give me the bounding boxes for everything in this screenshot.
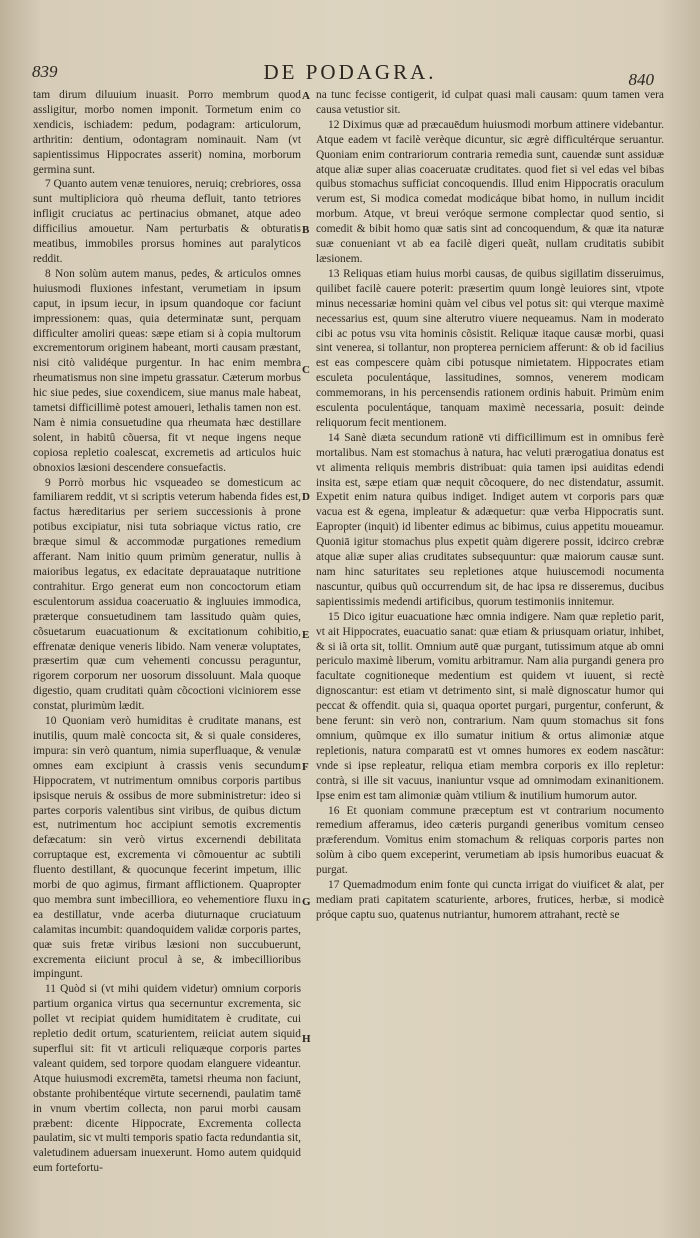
margin-letter: F: [302, 761, 309, 773]
margin-letter: D: [302, 491, 310, 503]
paragraph: 11 Quòd si (vt mihi quidem videtur) omnium corporis partium organica virtus qua secernuntur excrementa, sic pollet vt recipiat quidem humiditatem è cruditate, cui repletio dedit ortum, scaturientem, reiiciat autem siquid superflui sit: fit vt articuli reliquæque corporis partes valeant quidem, sed torpore quodam elanguere videantur. Atque huiusmodi excremēta, tametsi rheuma non faciunt, obstante prohibentéque virtute secernendi, paulatim tamē in vnum vbertim collecta, non parui morbi causam præbent: dicente Hippocrate, Excrementa collecta paulatim, sic vt multi temporis spatio facta redundantia sit, valetudinem aduersam inuexerunt. Homo autem quidquid eum fortefortu-: [33, 983, 301, 1175]
page-header: [0, 60, 700, 90]
paragraph: na tunc fecisse contigerit, id culpat quasi mali causam: quum tamen vera causa vetustior sit.: [316, 89, 664, 116]
paragraph: 16 Et quoniam commune præceptum est vt contrarium nocumento remedium afferamus, ideo cæteris purgandi generibus vomitum censeo præferendum. Vomitus enim stomachum & reliquas corporis partes non solùm à cibo quem exceperint, verumetiam ab ipsis humoribus euacuat & purgat.: [316, 804, 664, 877]
running-head: DE PODAGRA.: [263, 60, 437, 84]
margin-letter: E: [302, 629, 310, 641]
right-column: [316, 88, 664, 923]
paragraph: tam dirum diluuium inuasit. Porro membrum quod assligitur, morbo nomen imponit. Tormetum enim co xendicis, ischiadem: pedum, podagram: articulorum, arthritin: dentium, odontagram nominauit. Nam (vt sapientissimus Hippocrates asserit) nomina, morborum germina sunt.: [33, 89, 301, 176]
paragraph: 8 Non solùm autem manus, pedes, & articulos omnes huiusmodi fluxiones infestant, verumetiam in ipsum caput, in ipsum iecur, in ipsum quandoque cor faciunt impressionem: quas, quia determinatæ sunt, perquam difficulter amoliri queas: sæpe etiam si à copia multorum excrementorum originem habeant, morti causam præstant, nisi citò validéque purgentur. In hac enim membra rheumatismus non sine impetu grassatur. Cæterum morbus hic siue pedes, siue coxendicem, siue manus male habeat, tametsi difficillimè potest amoueri, lethalis tamen non est. Nam è nimia consuetudine qua rheumata hæc destillare solent, in habitû cõuersa, fit vt neque ingens neque copiosa repletio coalescat, excremetis ad articulos huic obnoxios læsioni descendere consuefactis.: [33, 267, 301, 474]
page-number-right: 840: [628, 70, 654, 89]
paragraph: 15 Dico igitur euacuatione hæc omnia indigere. Nam quæ repletio parit, vt ait Hippocrates, euacuatio sanat: quæ etiam & priusquam oriatur, inhibet, & si iã orta sit, tollit. Omnium autē quæ purgant, tutissimum atque ab omni periculo maximè liberum, vomitu arbitramur. Nam alia purgandi genera pro facultate cognitioneque medentium est quidem vt iuuent, si rectè dignoscantur: est etiam vt detrimento sint, si malè dignoscatur humor qui peccat & offendit. quia si, quaqua oportet purgari, purgentur, conferunt, & bene ferunt: sin verò non, contrarium. Nam quum stomachus sit fons omnium, quũmque ex illo sumatur initium & ortus alimoniæ atque repletionis, natura comparatū est vt omnes humores ex eodem nascãtur: vnde si ipse repleatur, reliqua etiam membra corporis ex illo repletur: contrà, si ille sit vacuus, inaniuntur vsque ad omnimodam exinanitionem. Ipse enim est tam alimoniæ quàm vtilium & inutilium humorum autor.: [316, 610, 664, 802]
paragraph: 7 Quanto autem venæ tenuiores, neruiq; crebriores, ossa sunt multipliciora quò rheuma defluit, tanto tetriores infligit cruciatus ac pertinacius obmanet, atque adeo difficilius amouetur. Nam perturbatis & obturatis meatibus, immobiles prorsus homines aut paralyticos reddit.: [33, 178, 301, 265]
left-column: [33, 88, 301, 1176]
page-number-left: 839: [32, 62, 58, 81]
margin-letter: G: [302, 896, 311, 908]
paragraph: 17 Quemadmodum enim fonte qui cuncta irrigat do viuificet & alat, per mediam prati capitatem scaturiente, arbores, frutices, herbæ, si modicè próque captu suo, quatenus nutriantur, humorem attrahant, rectè se: [316, 879, 664, 921]
margin-letter: C: [302, 364, 310, 376]
margin-letter: H: [302, 1033, 311, 1045]
paragraph: 13 Reliquas etiam huius morbi causas, de quibus sigillatim disseruimus, quilibet facilè cauere poterit: præsertim quum longè leuiores sint, vtpote minus necessariæ homini quàm vel cibus vel potus sit: qui vterque maximè necessarius est, quum sine alterutro viuere nequeamus. Nam in moderato cibi ac potus vsu vita hominis cõsistit. Reliquæ itaque causæ morbi, quasi sint venerea, si tollantur, non propterea perniciem afferunt: & ob id facilius est eas compescere quàm cibi potusque nimietatem. Hippocrates etiam esculeta poculentáque, lassitudines, somnos, venerem modicam commemorans, in his percensendis rationem ordinis habuit. Primùm enim esculenta poculentáque, tanquam maximè necessaria, posuit: deinde reliquorum fecit mentionem.: [316, 267, 664, 429]
margin-letter: B: [302, 224, 310, 236]
paragraph: 14 Sanè diæta secundum rationē vti difficillimum est in omnibus ferè mortalibus. Nam est stomachus à natura, hac veluti prærogatiua donatus est vt alimenta reliquis membris distribuat: quia tamen ipsi auiditas edendi insita est, sæpe etiam quæ nequit cõcoquere, do nec distendatur, assumit. Expetit enim natura quibus indiget. Indiget autem vt corporis pars quæ vacua est & egena, impleatur & adæquetur: quæ verba Hippocratis sunt. Eapropter (inquit) id libenter edimus ac bibimus, cuius appetitu moueamur. Quoniā igitur stomachus plus expetit quàm digerere possit, idcirco crebræ atque aliæ super alias cruditates subsequuntur: quæ maiorum causæ sunt. nam hinc saturitates seu repletiones atque huiuscemodi nocumenta nascuntur, quibus quũ occurrendum sit, de hac ipsa re disseremus, ducibus sapientissimis medendi artificibus, quorum testimoniis innitemur.: [316, 431, 664, 608]
paragraph: 10 Quoniam verò humiditas è cruditate manans, est inutilis, quum malè concocta sit, & si quale consideres, impura: sin verò quantum, nimia superfluaque, & venulæ omnes eam excipiunt à crassis venis secundum Hippocratem, vt nutrimentum omnibus corporis partibus ipsisque neruis & ossibus de more subministretur: ideo si partes corporis valentibus sint viribus, de quibus dictum est, nutrimentum hoc accipiunt semotis excrementis defæcatum: sin verò virtus excernendi debilitata corruptaque est, excrementa vi cõmouentur ac subtili fluento destillant, & quocunque fecerint impetum, illic morbi de quo agimus, firmant afflictionem. Quapropter quo membra sunt imbecilliora, eo vehementiore fluxu in ea destillatur, vnde acerba diuturnaque cruciatuum calamitas incumbit: quandoquidem validæ corporis partes, quæ suis fretæ viribus læsioni non succubuerunt, excrementa eiiciunt procul à se, & imbecillioribus impingunt.: [33, 715, 301, 981]
paragraph: 9 Porrò morbus hic vsqueadeo se domesticum ac familiarem reddit, vt si scriptis veterum habenda fides est, factus hæreditarius per seriem successionis à prone potibus excipiatur, nisi tuta sobriaque victus ratio, cre bræque simul & accommodæ purgationes remedium afferant. Nam initio quum primùm generatur, nullis à maioribus legatus, ex edacitate deprauataque nutritione contrahitur. Ergo generat eum non concoctorum etiam esculentorum assidua coaceruatio & ingluuies immodica, præterque consuetudinem tam lassitudo quàm quies, cõsuetarum euacuationum & excitationum cohibitio, effrenatæ denique veneris libido. Nam veneræ voluptates, præsertim quæ cum vehementi concussu peraguntur, rigorem corporum ner uosorum dissoluunt. Mala quoque digestio, quam cruditati quàm cõcoctioni viciniorem esse constat, plurimùm lædit.: [33, 476, 301, 713]
paragraph: 12 Diximus quæ ad præcauēdum huiusmodi morbum attinere videbantur. Atque eadem vt facilè verèque dicuntur, sic ægrè difficultérque seruantur. Quoniam enim contrariorum contraria remedia sunt, cauendæ sunt assiduæ atque aliæ super alias coaceruatæ cruditates. quod fiet si vel edas vel bibas quibus stomachus sufficiat concoquendis. Illud enim Hippocratis oraculum verum est, Si modica comedat modicáque bibat homo, in nullum incidit morbum. Atque, vt breui veróque sermone complectar quod sentio, si comedit & bibit homo quæ satis sint ad concoquendum, & quæ ita naturæ suæ conueniant vt ab ea facilè digeri queãt, nullam cruditatis subibit læsionem.: [316, 118, 664, 265]
margin-letter: A: [302, 90, 310, 102]
